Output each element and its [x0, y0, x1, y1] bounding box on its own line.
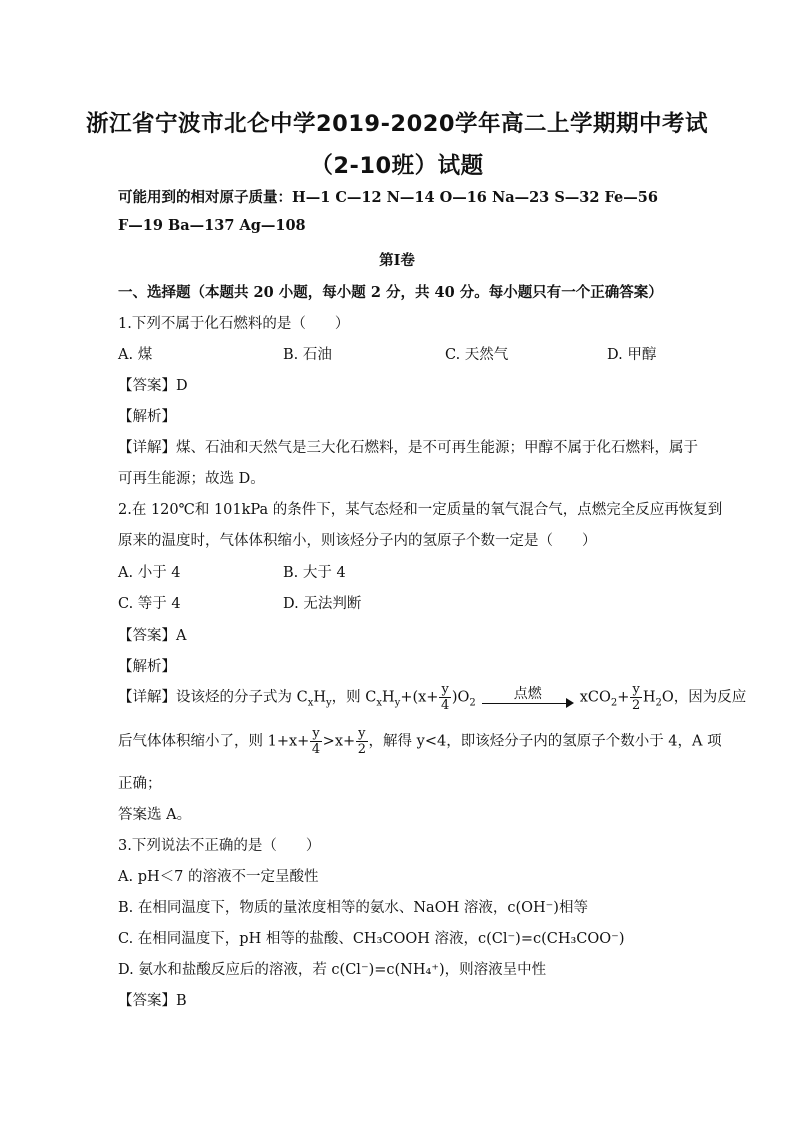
atomic-masses-line2: F—19 Ba—137 Ag—108: [118, 217, 306, 234]
q2-detail-line3: 正确；: [118, 776, 162, 792]
q2-analysis: 【解析】: [118, 659, 176, 675]
reaction-condition: 点燃: [513, 685, 542, 702]
q2-eq-part2: +(x+: [400, 689, 439, 706]
q2-products: xCO: [579, 689, 611, 706]
page-title: 浙江省宁波市北仑中学2019-2020学年高二上学期期中考试: [85, 111, 709, 137]
q1-answer: 【答案】D: [118, 378, 188, 394]
q2-water: H: [642, 689, 656, 706]
part-title: 第I卷: [379, 252, 415, 269]
q2-detail-prefix: 【详解】设该烃的分子式为 C: [118, 689, 308, 706]
q2-water-o: O，因为反应: [661, 689, 747, 706]
q3-option-d: D. 氨水和盐酸反应后的溶液，若 c(Cl⁻)=c(NH₄⁺)，则溶液呈中性: [118, 962, 547, 978]
q2-line2-prefix: 后气体体积缩小了，则 1+x+: [118, 733, 310, 750]
q1-option-a: A. 煤: [118, 347, 153, 363]
q2-answer: 【答案】A: [118, 628, 187, 644]
q2-option-a: A. 小于 4: [118, 565, 181, 581]
q2-option-b: B. 大于 4: [283, 565, 346, 581]
q1-option-c: C. 天然气: [445, 347, 509, 363]
section-title: 一、选择题（本题共 20 小题，每小题 2 分，共 40 分。每小题只有一个正确答案）: [118, 284, 663, 301]
q1-analysis: 【解析】: [118, 409, 176, 425]
q2-o2: )O: [451, 689, 470, 706]
q2-option-d: D. 无法判断: [283, 596, 362, 612]
q3-answer: 【答案】B: [118, 993, 187, 1009]
q1-option-d: D. 甲醇: [607, 347, 657, 363]
q3-option-a: A. pH＜7 的溶液不一定呈酸性: [118, 869, 319, 885]
fraction-y-over-4-b: $\frac{y}{4}$: [311, 726, 321, 757]
q2-option-c: C. 等于 4: [118, 596, 181, 612]
q2-line2-suffix: ，解得 y<4，即该烃分子内的氢原子个数小于 4，A 项: [368, 733, 722, 750]
q2-stem-line2: 原来的温度时，气体体积缩小，则该烃分子内的氢原子个数一定是（ ）: [118, 533, 597, 549]
q2-detail-line4: 答案选 A。: [118, 807, 192, 823]
q2-eq-part1: ，则 C: [331, 689, 377, 706]
q1-option-b: B. 石油: [283, 347, 332, 363]
q3-stem: 3.下列说法不正确的是（ ）: [118, 838, 321, 854]
atomic-masses-line1: 可能用到的相对原子质量：H—1 C—12 N—14 O—16 Na—23 S—32 Fe—56: [118, 189, 658, 206]
q1-detail-line2: 可再生能源；故选 D。: [118, 471, 265, 487]
reaction-arrow: [482, 685, 574, 711]
q1-stem: 1.下列不属于化石燃料的是（ ）: [118, 316, 350, 332]
fraction-y-over-4: $\frac{y}{4}$: [441, 682, 450, 713]
q3-option-b: B. 在相同温度下，物质的量浓度相等的氨水、NaOH 溶液，c(OH⁻)相等: [118, 900, 588, 916]
fraction-y-over-2-b: $\frac{y}{2}$: [357, 726, 366, 757]
q2-detail-line2: [118, 726, 722, 757]
q1-detail-line1: 【详解】煤、石油和天然气是三大化石燃料，是不可再生能源；甲醇不属于化石燃料，属于: [118, 440, 698, 456]
page-subtitle: （2-10班）试题: [310, 153, 484, 179]
q2-line2-mid: >x+: [322, 733, 356, 750]
q2-stem-line1: 2.在 120℃和 101kPa 的条件下，某气态烃和一定质量的氧气混合气，点燃完全反应再恢复到: [118, 502, 723, 518]
fraction-y-over-2: $\frac{y}{2}$: [631, 682, 641, 713]
q2-detail-equation: 【详解】设该烃的分子式为 $C_xH_y$，则 $C_xH_y+(x+$ $\frac{y}{4}$ )$O_2$ 点燃 xCO$_2$+ $\frac{y}{2}$ $H_2O$，因为反应: [118, 682, 747, 713]
q3-option-c: C. 在相同温度下，pH 相等的盐酸、CH₃COOH 溶液，c(Cl⁻)=c(CH₃COO⁻): [118, 931, 625, 947]
